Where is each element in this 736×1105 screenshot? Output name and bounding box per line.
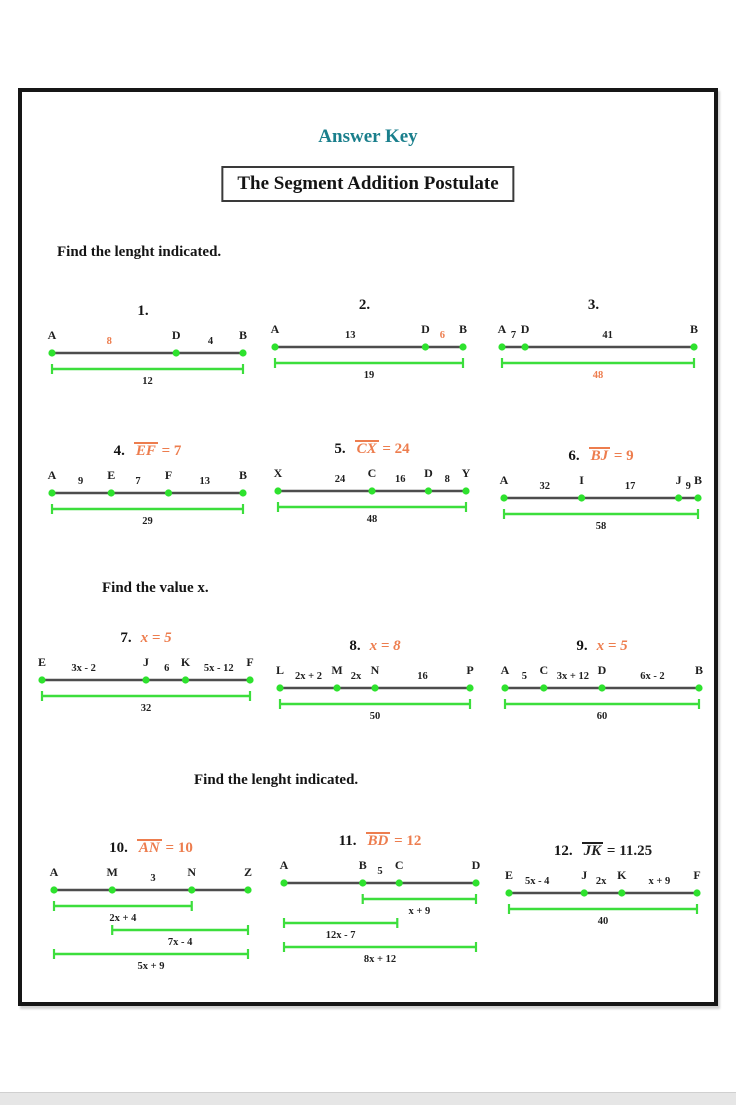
problem-number: 7. (120, 630, 132, 646)
point-dot (462, 487, 469, 494)
measure-bracket (52, 504, 243, 527)
segment-diagram (497, 863, 709, 929)
point-dot (368, 487, 375, 494)
measure-label: 6x - 2 (640, 671, 665, 682)
problem-number: 1. (137, 303, 149, 319)
problem-answer: EF = 7 (135, 443, 182, 459)
bracket-label: 19 (363, 370, 375, 381)
bracket-label: 58 (595, 521, 607, 532)
point-label: N (370, 663, 380, 677)
problem-6 (492, 446, 710, 534)
measure-label: 3x - 2 (71, 663, 96, 674)
point-dot (239, 349, 246, 356)
point-label: D (171, 328, 181, 342)
problem-answer: CX = 24 (356, 441, 410, 457)
point-dot (48, 489, 55, 496)
segment-diagram (272, 853, 488, 967)
bracket-label: 29 (142, 516, 153, 527)
measure-label: 8 (106, 336, 112, 347)
problem-header (40, 301, 255, 323)
answer-value: x = 8 (369, 638, 401, 654)
point-label: F (164, 468, 173, 482)
point-label: A (47, 468, 57, 482)
measure-label: 6 (439, 330, 445, 341)
worksheet-title: The Segment Addition Postulate (221, 166, 514, 202)
point-dot (239, 489, 246, 496)
point-dot (108, 489, 115, 496)
measure-bracket (42, 691, 250, 714)
measure-label: x + 9 (648, 876, 671, 887)
segment-diagram (40, 323, 255, 389)
point-label: A (49, 865, 59, 879)
measure-bracket (509, 904, 697, 927)
point-label: B (693, 473, 703, 487)
point-label: A (499, 473, 509, 487)
point-dot (50, 886, 57, 893)
answer-value: x = 5 (140, 630, 172, 646)
point-dot (359, 879, 366, 886)
point-dot (38, 676, 45, 683)
point-label: K (617, 868, 627, 882)
point-dot (425, 487, 432, 494)
point-label: J (675, 473, 682, 487)
point-label: N (187, 865, 197, 879)
point-label: B (358, 858, 367, 872)
bracket-label: 7x - 4 (167, 937, 193, 948)
point-dot (246, 676, 253, 683)
problem-header (272, 831, 488, 853)
point-label: E (37, 655, 47, 669)
point-label: B (238, 328, 248, 342)
answer-key-label: Answer Key (318, 126, 418, 147)
problem-header (40, 441, 255, 463)
problem-5 (266, 439, 478, 527)
problem-10 (42, 838, 260, 974)
point-dot (618, 889, 625, 896)
point-dot (693, 889, 700, 896)
segment-diagram (492, 468, 710, 534)
measure-bracket (284, 942, 476, 965)
point-label: K (180, 655, 191, 669)
problem-number: 3. (587, 297, 600, 313)
problem-answer (370, 638, 401, 654)
point-dot (675, 494, 682, 501)
point-dot (505, 889, 512, 896)
point-label: C (367, 466, 377, 480)
problem-header (263, 295, 475, 317)
point-label: A (270, 322, 280, 336)
problem-header (42, 838, 260, 860)
measure-label: 5 (521, 671, 528, 682)
point-dot (165, 489, 172, 496)
point-dot (182, 676, 189, 683)
measure-bracket (284, 918, 397, 941)
problem-number: 9. (576, 638, 588, 654)
point-label: A (500, 663, 510, 677)
point-dot (188, 886, 195, 893)
measure-label: 3x + 12 (556, 671, 590, 682)
bracket-label: 60 (596, 711, 608, 722)
problem-4 (40, 441, 255, 529)
problem-11 (272, 831, 488, 967)
point-dot (501, 684, 508, 691)
measure-bracket (52, 364, 243, 387)
point-dot (396, 879, 403, 886)
segment-diagram (268, 658, 482, 724)
problem-12 (497, 841, 709, 929)
bracket-label: 40 (597, 916, 609, 927)
bracket-label: 12x - 7 (325, 930, 356, 941)
measure-bracket (54, 901, 192, 924)
measure-bracket (54, 949, 248, 972)
problem-number: 5. (334, 441, 346, 457)
measure-bracket (505, 699, 699, 722)
point-label: D (520, 322, 530, 336)
bracket-label: 5x + 9 (137, 961, 165, 972)
point-label: D (421, 322, 430, 336)
segment-diagram (266, 461, 478, 527)
point-dot (173, 349, 180, 356)
measure-bracket (278, 502, 466, 525)
point-dot (690, 343, 697, 350)
point-dot (333, 684, 340, 691)
point-dot (48, 349, 55, 356)
point-dot (142, 676, 149, 683)
point-dot (280, 879, 287, 886)
overline-segment-name: AN (138, 840, 160, 856)
point-dot (695, 684, 702, 691)
point-label: L (275, 663, 285, 677)
measure-label: 5x - 4 (524, 876, 550, 887)
measure-label: 8 (444, 474, 450, 485)
segment-diagram (30, 650, 262, 716)
measure-label: 7 (135, 476, 141, 487)
segment-diagram (493, 658, 711, 724)
point-dot (500, 494, 507, 501)
footer-bar (0, 1092, 736, 1105)
point-label: J (143, 655, 149, 669)
measure-label: 24 (334, 474, 346, 485)
problem-number: 11. (338, 833, 357, 849)
measure-label: 4 (207, 336, 214, 347)
bracket-label: 48 (366, 514, 378, 525)
point-label: D (471, 858, 481, 872)
measure-label: 41 (602, 330, 613, 341)
answer-value: x = 5 (596, 638, 628, 654)
point-dot (459, 343, 466, 350)
point-dot (371, 684, 378, 691)
problem-3 (490, 295, 706, 383)
problem-9 (493, 636, 711, 724)
point-label: E (107, 468, 116, 482)
measure-label: 7 (510, 330, 517, 341)
point-label: B (458, 322, 468, 336)
point-dot (540, 684, 547, 691)
bracket-label: 12 (142, 376, 153, 387)
point-label: A (497, 322, 507, 336)
problem-header (30, 628, 262, 650)
section-heading-find-value-x: Find the value x. (102, 580, 209, 596)
problem-header (268, 636, 482, 658)
point-label: D (597, 663, 607, 677)
measure-label: 2x (350, 671, 362, 682)
point-label: M (106, 865, 118, 879)
point-label: F (693, 868, 701, 882)
measure-bracket (504, 509, 698, 532)
problem-header (493, 636, 711, 658)
point-label: D (424, 466, 433, 480)
measure-label: 3 (150, 873, 156, 884)
problem-answer (597, 638, 628, 654)
point-dot (578, 494, 585, 501)
problem-header (490, 295, 706, 317)
point-dot (244, 886, 251, 893)
point-label: A (279, 858, 289, 872)
problem-header (266, 439, 478, 461)
overline-segment-name: JK (583, 843, 602, 859)
overline-segment-name: CX (356, 441, 377, 457)
point-label: A (47, 328, 57, 342)
problem-number: 8. (349, 638, 361, 654)
problem-number: 2. (358, 297, 371, 313)
point-label: I (579, 473, 584, 487)
point-dot (498, 343, 505, 350)
measure-label: 2x (595, 876, 607, 887)
problem-number: 12. (553, 843, 573, 859)
problem-2 (263, 295, 475, 383)
bracket-label: 50 (369, 711, 381, 722)
point-label: E (504, 868, 514, 882)
problem-answer (141, 630, 172, 646)
measure-label: 16 (394, 474, 406, 485)
section-heading-find-length-2: Find the lenght indicated. (194, 772, 359, 788)
measure-bracket (112, 925, 248, 948)
measure-label: 6 (164, 663, 170, 674)
page-border-box (18, 88, 718, 1006)
point-label: B (238, 468, 248, 482)
point-dot (109, 886, 116, 893)
point-dot (274, 487, 281, 494)
point-dot (472, 879, 479, 886)
problem-number: 10. (109, 840, 128, 856)
point-dot (521, 343, 528, 350)
problem-answer: BJ = 9 (590, 448, 634, 464)
measure-bracket (280, 699, 470, 722)
measure-label: 32 (539, 481, 550, 492)
measure-label: 5 (377, 866, 383, 877)
point-label: Y (461, 466, 471, 480)
point-label: X (273, 466, 283, 480)
point-label: M (331, 663, 343, 677)
measure-label: 17 (624, 481, 636, 492)
point-dot (466, 684, 473, 691)
overline-segment-name: BJ (590, 448, 609, 464)
point-dot (422, 343, 429, 350)
problem-8 (268, 636, 482, 724)
point-label: F (246, 655, 254, 669)
measure-label: 16 (417, 671, 428, 682)
overline-segment-name: EF (135, 443, 156, 459)
bracket-label: 48 (592, 370, 604, 381)
problem-header (497, 841, 709, 863)
point-label: J (581, 868, 588, 882)
bracket-label: 8x + 12 (363, 954, 397, 965)
point-dot (276, 684, 283, 691)
measure-label: 9 (78, 476, 84, 487)
segment-diagram (263, 317, 475, 383)
problem-answer: AN = 10 (138, 840, 193, 856)
point-label: Z (243, 865, 253, 879)
point-label: P (466, 663, 474, 677)
problem-1 (40, 301, 255, 389)
bracket-label: 2x + 4 (109, 913, 137, 924)
bracket-label: x + 9 (408, 906, 431, 917)
point-label: C (539, 663, 549, 677)
problem-header (492, 446, 710, 468)
measure-label: 13 (199, 476, 211, 487)
point-dot (694, 494, 701, 501)
point-label: B (689, 322, 699, 336)
point-dot (581, 889, 588, 896)
point-dot (598, 684, 605, 691)
section-heading-find-length-1: Find the lenght indicated. (57, 244, 222, 260)
measure-label: 2x + 2 (295, 671, 322, 682)
problem-number: 6. (568, 448, 580, 464)
segment-diagram (42, 860, 260, 974)
problem-7 (30, 628, 262, 716)
point-label: C (394, 858, 404, 872)
measure-bracket (275, 358, 463, 381)
segment-diagram (490, 317, 706, 383)
overline-segment-name: BD (367, 833, 389, 849)
measure-bracket (502, 358, 694, 381)
measure-bracket (363, 894, 476, 917)
measure-label: 9 (685, 481, 691, 492)
measure-label: 13 (344, 330, 356, 341)
segment-diagram (40, 463, 255, 529)
problem-number: 4. (113, 443, 125, 459)
point-dot (271, 343, 278, 350)
problem-answer: BD = 12 (367, 833, 422, 849)
bracket-label: 32 (140, 703, 152, 714)
problem-answer: JK = 11.25 (583, 843, 653, 859)
point-label: B (694, 663, 704, 677)
measure-label: 5x - 12 (203, 663, 234, 674)
